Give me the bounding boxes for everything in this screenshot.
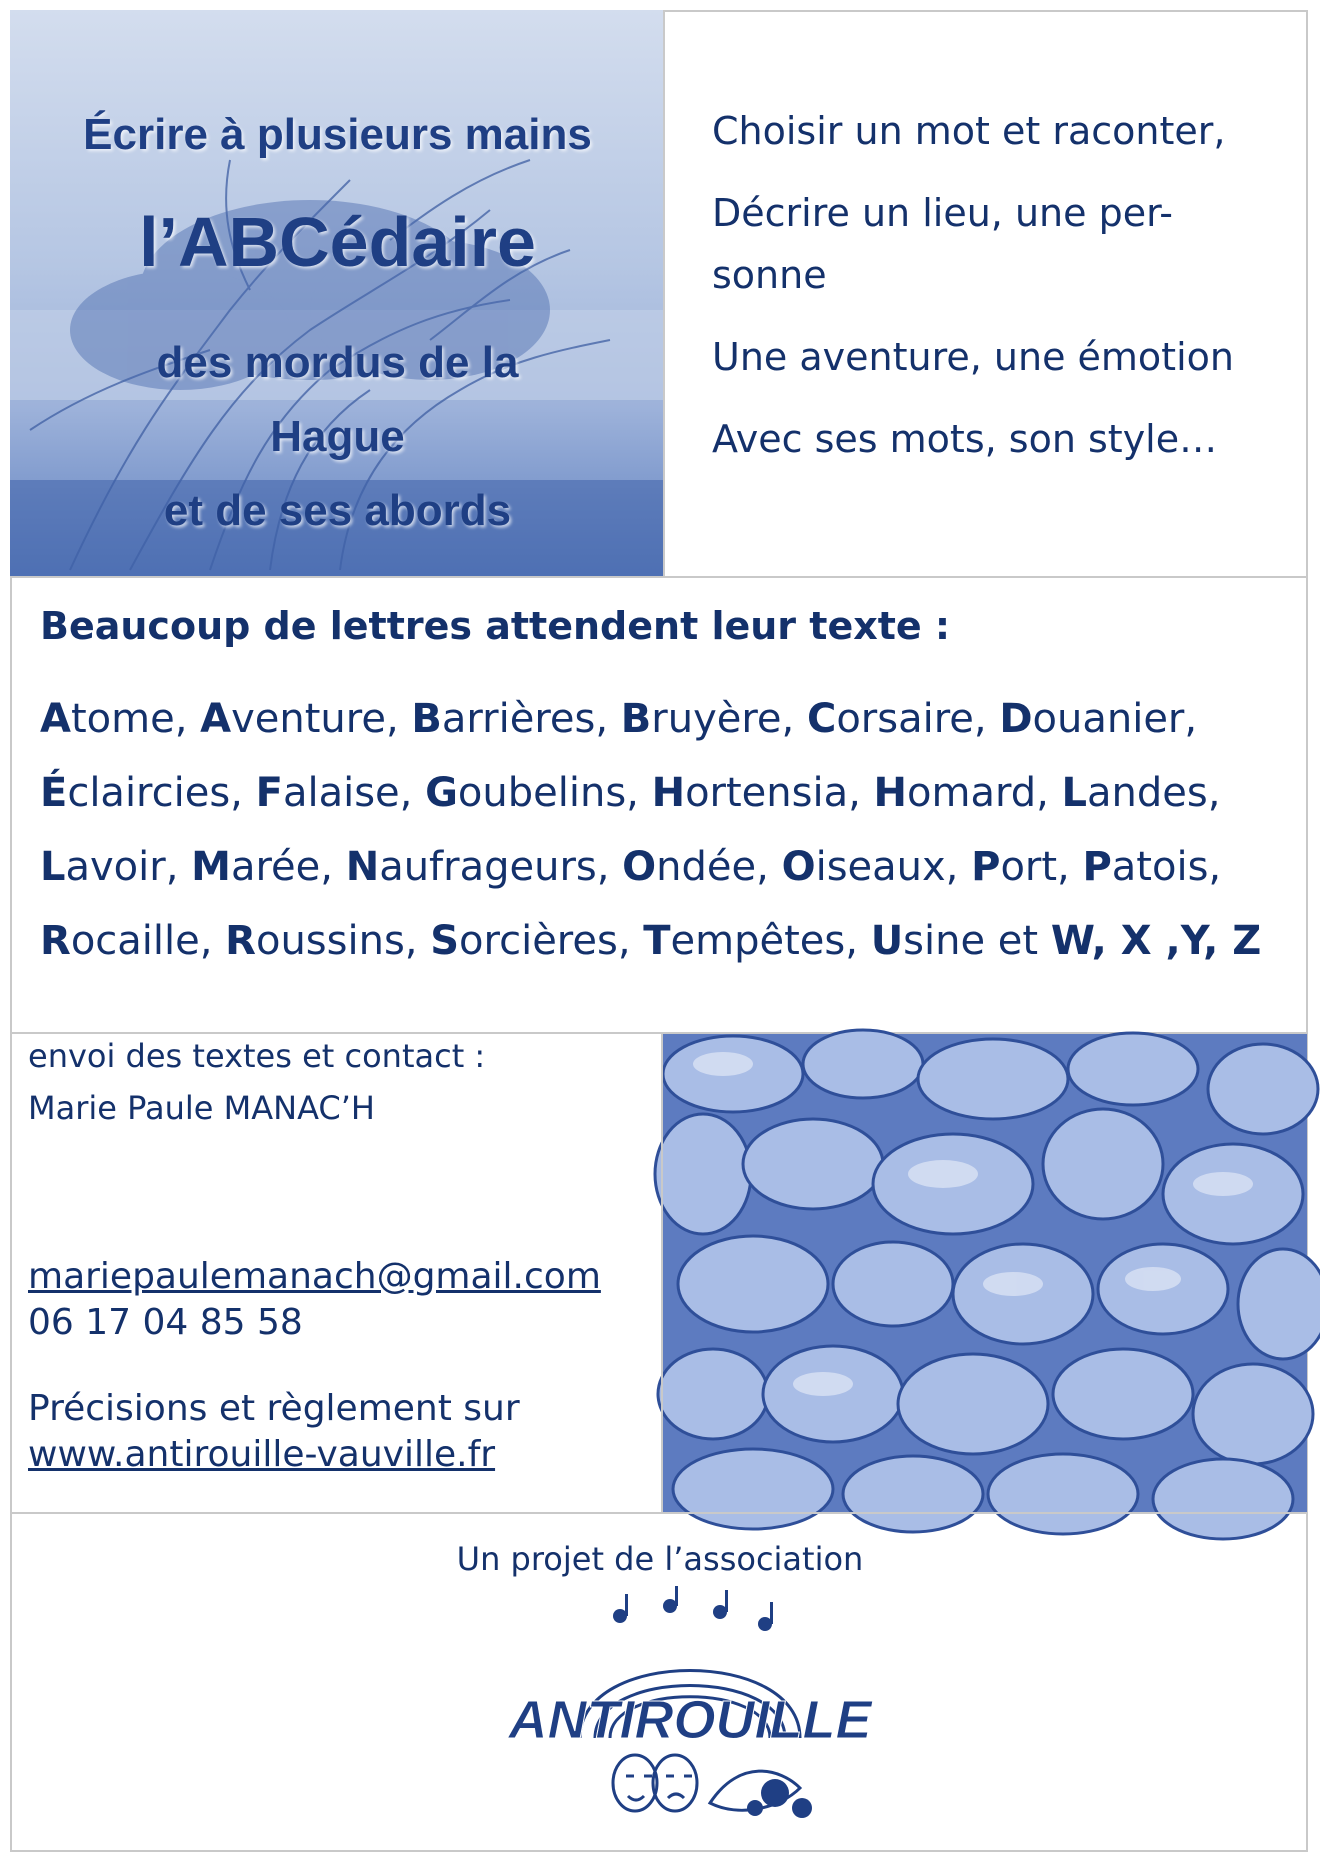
letters-list	[40, 682, 1290, 978]
word: Hortensia,	[651, 770, 874, 816]
word: Tempêtes,	[643, 918, 871, 964]
contact-name: Marie Paule MANAC’H	[28, 1089, 375, 1127]
email-link[interactable]: mariepaulemanach@gmail.com	[28, 1256, 601, 1297]
title-line-3: des mordus de la	[156, 338, 519, 387]
letters-heading: Beaucoup de lettres attendent leur texte :	[40, 604, 951, 648]
word: Landes,	[1061, 770, 1221, 816]
main-title: l’ABCédaire	[139, 203, 536, 281]
letters-row	[40, 904, 1290, 978]
intro-text	[712, 100, 1292, 470]
word: Douanier,	[999, 696, 1198, 742]
word: Ondée,	[622, 844, 782, 890]
word: Falaise,	[255, 770, 426, 816]
phone-number: 06 17 04 85 58	[28, 1302, 303, 1343]
word: Corsaire,	[806, 696, 1000, 742]
word: Lavoir,	[40, 844, 192, 890]
divider-bottom-vertical	[661, 1032, 663, 1514]
pebbles-photo	[663, 1034, 1307, 1512]
word: Goubelins,	[425, 770, 652, 816]
title-line-1: Écrire à plusieurs mains	[83, 110, 592, 159]
word: Éclaircies,	[40, 770, 256, 816]
word: Patois,	[1082, 844, 1222, 890]
word: Bruyère,	[620, 696, 807, 742]
rules-label: Précisions et règlement sur	[28, 1388, 520, 1429]
intro-line: Une aventure, une émotion	[712, 335, 1234, 379]
word: Port,	[971, 844, 1083, 890]
word: Sorcières,	[430, 918, 644, 964]
word: Aventure,	[200, 696, 412, 742]
divider-1	[10, 576, 1308, 578]
word: Marée,	[191, 844, 346, 890]
word: Oiseaux,	[781, 844, 972, 890]
word: Rocaille,	[40, 918, 226, 964]
website-link[interactable]: www.antirouille-vauville.fr	[28, 1434, 496, 1475]
letters-row	[40, 756, 1290, 830]
letters-row	[40, 830, 1290, 904]
antirouille-logo	[508, 1588, 872, 1838]
logo-text: ANTIROUILLE	[508, 1690, 872, 1750]
word: Atome,	[40, 696, 201, 742]
divider-top-vertical	[663, 10, 665, 578]
project-label: Un projet de l’association	[456, 1540, 864, 1578]
intro-line: Choisir un mot et raconter,	[712, 109, 1226, 153]
word: Usine et	[870, 918, 1051, 964]
word: Roussins,	[225, 918, 431, 964]
intro-line: sonne	[712, 253, 827, 297]
title-subtitle	[10, 326, 665, 548]
letters-row	[40, 682, 1290, 756]
word: Barrières,	[411, 696, 621, 742]
contact-block	[28, 1030, 648, 1478]
word: Homard,	[873, 770, 1062, 816]
title-line-5: et de ses abords	[163, 486, 512, 535]
contact-label: envoi des textes et contact :	[28, 1037, 486, 1075]
word: Naufrageurs,	[345, 844, 623, 890]
letters-tail: W, X ,Y, Z	[1050, 918, 1262, 964]
divider-3	[10, 1512, 1308, 1514]
antirouille-logo-image	[508, 1588, 872, 1838]
intro-line: Avec ses mots, son style…	[712, 417, 1218, 461]
intro-line: Décrire un lieu, une per-	[712, 191, 1173, 235]
title-line-4: Hague	[270, 412, 405, 461]
pebbles-image	[663, 1034, 1307, 1512]
title-panel	[10, 10, 665, 578]
